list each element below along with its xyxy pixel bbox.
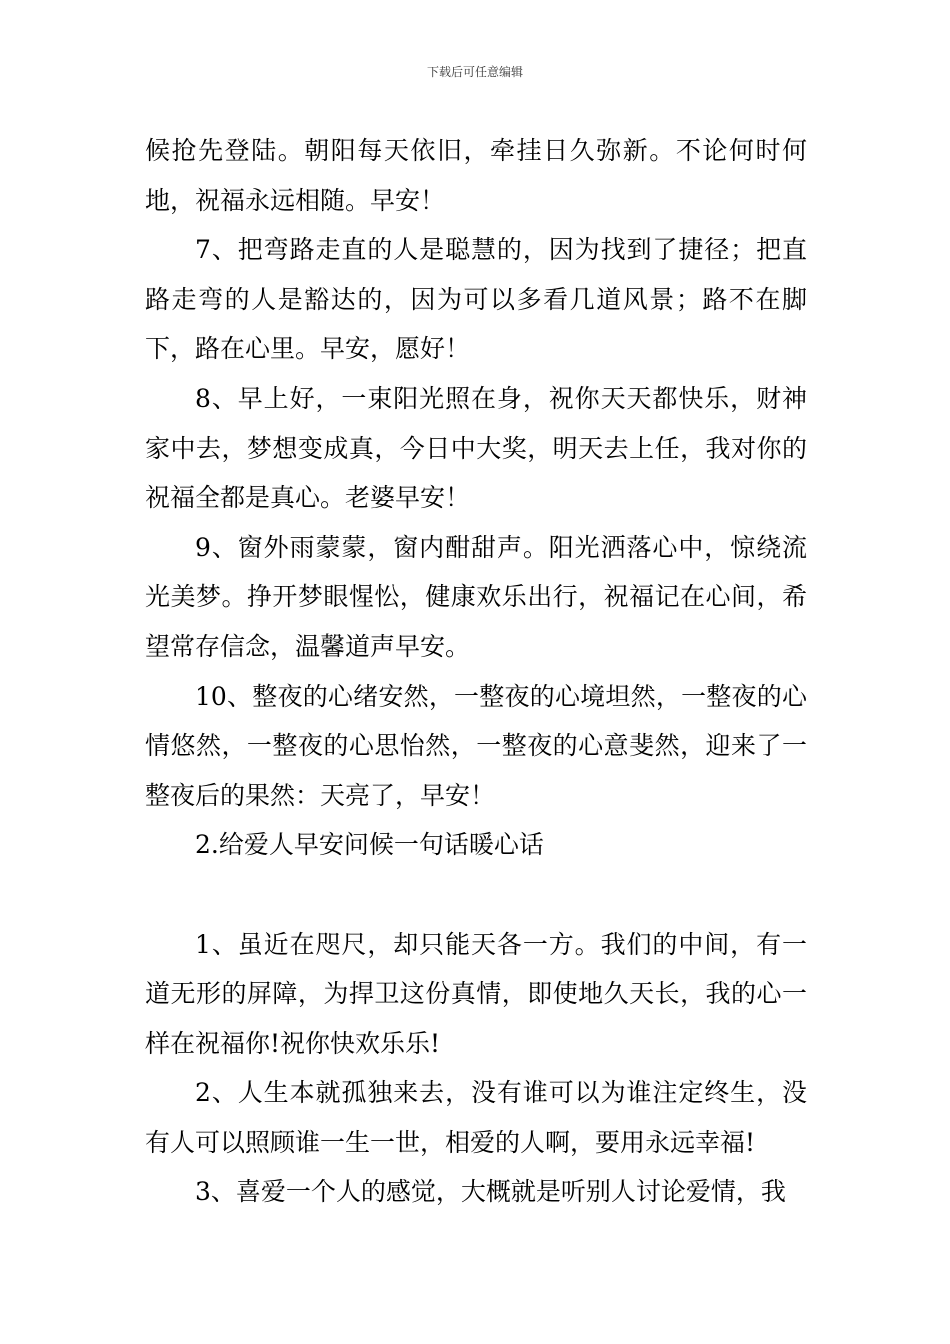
list-item: 1、虽近在咫尺，却只能天各一方。我们的中间，有一道无形的屏障，为捍卫这份真情，即使地久天长，我的心一样在祝福你!祝你快欢乐乐! bbox=[145, 929, 807, 1058]
list-item: 3、喜爱一个人的感觉，大概就是听别人讨论爱情，我 bbox=[195, 1177, 786, 1207]
continuation-paragraph: 候抢先登陆。朝阳每天依旧，牵挂日久弥新。不论何时何地，祝福永远相随。早安！ bbox=[145, 136, 807, 215]
section-heading: 2.给爱人早安问候一句话暖心话 bbox=[195, 830, 544, 860]
list-item: 2、人生本就孤独来去，没有谁可以为谁注定终生，没有人可以照顾谁一生一世，相爱的人啊，要用永远幸福! bbox=[145, 1078, 807, 1157]
page-header: 下载后可任意编辑 bbox=[426, 65, 523, 79]
list-item: 9、窗外雨蒙蒙，窗内酣甜声。阳光洒落心中，惊绕流光美梦。挣开梦眼惺忪，健康欢乐出行，祝福记在心间，希望常存信念，温馨道声早安。 bbox=[145, 532, 807, 661]
list-item: 10、整夜的心绪安然，一整夜的心境坦然，一整夜的心情悠然，一整夜的心思怡然，一整夜的心意斐然，迎来了一整夜后的果然：天亮了，早安！ bbox=[145, 681, 807, 810]
list-item: 7、把弯路走直的人是聪慧的，因为找到了捷径；把直路走弯的人是豁达的，因为可以多看几道风景；路不在脚下，路在心里。早安，愿好！ bbox=[145, 235, 807, 364]
list-item: 8、早上好，一束阳光照在身，祝你天天都快乐，财神家中去，梦想变成真，今日中大奖，明天去上任，我对你的祝福全都是真心。老婆早安！ bbox=[145, 383, 807, 513]
document-body bbox=[145, 126, 807, 1217]
blank-line bbox=[145, 870, 807, 920]
